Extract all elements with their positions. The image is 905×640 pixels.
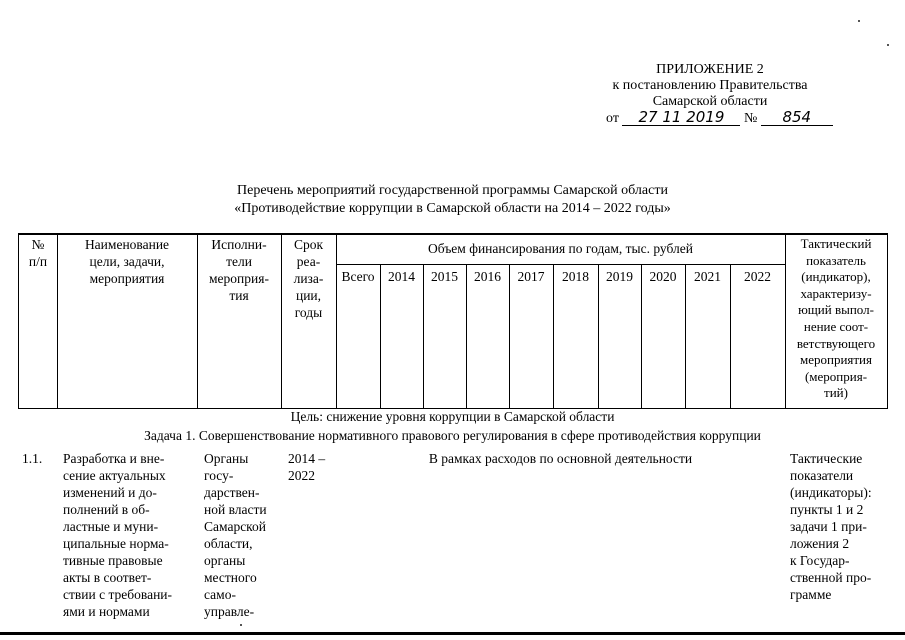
scan-speck [240, 624, 242, 626]
col-divider [336, 233, 337, 409]
header-year-2015: 2015 [431, 269, 458, 284]
scan-speck [887, 44, 889, 46]
header-total: Всего [341, 269, 375, 284]
col-divider [730, 264, 731, 409]
order-line [606, 110, 833, 127]
header-number: № п/п [28, 237, 48, 269]
col-divider [553, 264, 554, 409]
col-divider [380, 264, 381, 409]
row-term: 2014 – 2022 [288, 451, 326, 483]
header-year-2022: 2022 [744, 269, 771, 284]
number-label: № [743, 111, 758, 126]
document-title-line2: «Противодействие коррупции в Самарской области на 2014 – 2022 годы» [234, 201, 671, 216]
header-name: Наименование цели, задачи, мероприятия [84, 237, 170, 286]
header-year-2018: 2018 [562, 269, 589, 284]
document-title [0, 182, 905, 218]
document-title-line1: Перечень мероприятий государственной программы Самарской области [237, 183, 668, 198]
from-label: от [606, 111, 619, 126]
col-divider [466, 264, 467, 409]
header-year-2016: 2016 [474, 269, 501, 284]
scan-bottom-edge [0, 632, 905, 635]
handwritten-number: 854 [761, 110, 833, 126]
row-indicator: Тактические показатели (индикаторы): пункты 1 и 2 задачи 1 при- ложения 2 к Государ- ственной про- грамме [790, 451, 872, 602]
goal-row: Цель: снижение уровня коррупции в Самарской области [290, 409, 615, 424]
financing-subheader-border [336, 264, 785, 265]
row-executors: Органы госу- дарствен- ной власти Самарской области, органы местного само- управле- [204, 451, 267, 619]
col-divider [423, 264, 424, 409]
table-border-right [887, 233, 888, 409]
header-year-2020: 2020 [649, 269, 677, 284]
col-divider [685, 264, 686, 409]
header-year-2017: 2017 [517, 269, 545, 284]
header-year-2019: 2019 [606, 269, 633, 284]
header-indicator: Тактический показатель (индикатор), характеризу- ющий выпол- нение соот- ветствующего мероприятия (мероприя- тий) [796, 236, 876, 401]
scan-speck [858, 20, 860, 22]
header-executors: Исполни- тели мероприя- тия [209, 237, 269, 303]
row-number: 1.1. [22, 451, 43, 466]
appendix-region: Самарской области [652, 94, 768, 109]
header-year-2014: 2014 [388, 269, 415, 284]
col-divider [598, 264, 599, 409]
appendix-title: ПРИЛОЖЕНИЕ 2 [656, 62, 764, 77]
appendix-subtitle: к постановлению Правительства [612, 78, 808, 93]
table-top-border [18, 233, 888, 235]
appendix-header [560, 62, 860, 110]
handwritten-date: 27 11 2019 [622, 110, 740, 126]
header-financing: Объем финансирования по годам, тыс. рублей [428, 241, 693, 256]
row-measure-name: Разработка и вне- сение актуальных изменений и до- полнений в об- ластные и муни- ципальные норма- тивные правовые акты в соответ- ствии с требовани- ями и нормами [63, 451, 173, 619]
col-divider [641, 264, 642, 409]
header-term: Срок реа- лиза- ции, годы [293, 237, 324, 320]
header-year-2021: 2021 [694, 269, 721, 284]
row-financing: В рамках расходов по основной деятельности [428, 451, 693, 466]
col-divider [509, 264, 510, 409]
task-row: Задача 1. Совершенствование нормативного правового регулирования в сфере противодействия коррупции [144, 428, 761, 443]
